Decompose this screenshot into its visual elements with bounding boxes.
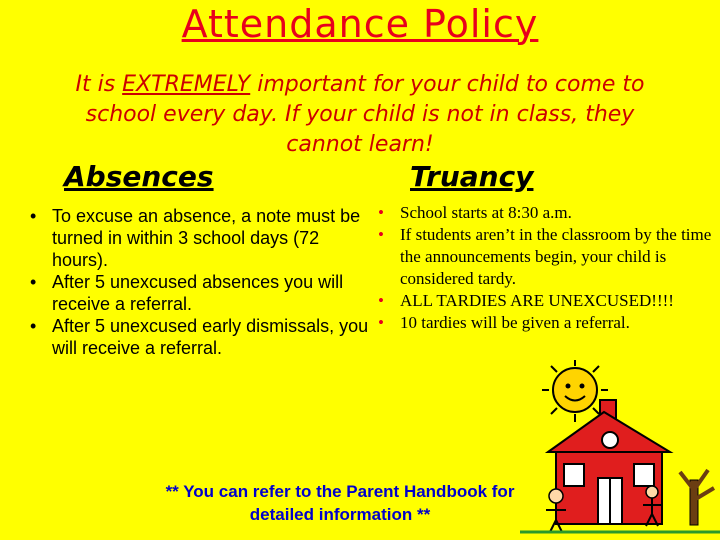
bullet-icon: • [30, 316, 37, 336]
bullet-icon: • [378, 291, 384, 310]
list-item [378, 202, 718, 224]
list-item [30, 315, 370, 359]
intro-text [60, 70, 660, 160]
truancy-item-text: 10 tardies will be given a referral. [400, 313, 630, 332]
footer-note: ** You can refer to the Parent Handbook for detailed information ** [165, 482, 515, 524]
intro-before: It is [75, 72, 123, 97]
bullet-icon: • [30, 206, 37, 226]
bullet-icon: • [378, 225, 384, 244]
truancy-heading: Truancy [410, 160, 534, 193]
truancy-item-text: School starts at 8:30 a.m. [400, 203, 572, 222]
intro-after: important for your child to come to school every day. If your child is not in class, they cannot learn! [85, 72, 645, 157]
truancy-item-text: ALL TARDIES ARE UNEXCUSED!!!! [400, 291, 674, 310]
absence-item-text: After 5 unexcused absences you will receive a referral. [52, 272, 344, 314]
list-item [378, 224, 718, 290]
absences-list [30, 205, 370, 359]
tree-icon [680, 470, 714, 525]
list-item [30, 205, 370, 271]
page-title: Attendance Policy [181, 2, 539, 46]
child-icon [546, 489, 566, 532]
school-clipart [520, 360, 720, 540]
bullet-icon: • [378, 313, 384, 332]
truancy-item-text: If students aren’t in the classroom by the time the announcements begin, your child is considered tardy. [400, 225, 712, 288]
sun-icon [542, 360, 608, 422]
absence-item-text: After 5 unexcused early dismissals, you will receive a referral. [52, 316, 369, 358]
list-item [378, 290, 718, 312]
bullet-icon: • [378, 203, 384, 222]
truancy-list [378, 202, 718, 334]
absences-heading: Absences [64, 160, 214, 193]
absence-item-text: To excuse an absence, a note must be turned in within 3 school days (72 hours). [52, 206, 361, 270]
list-item [30, 271, 370, 315]
list-item [378, 312, 718, 334]
bullet-icon: • [30, 272, 37, 292]
intro-emphasis: EXTREMELY [122, 72, 251, 97]
